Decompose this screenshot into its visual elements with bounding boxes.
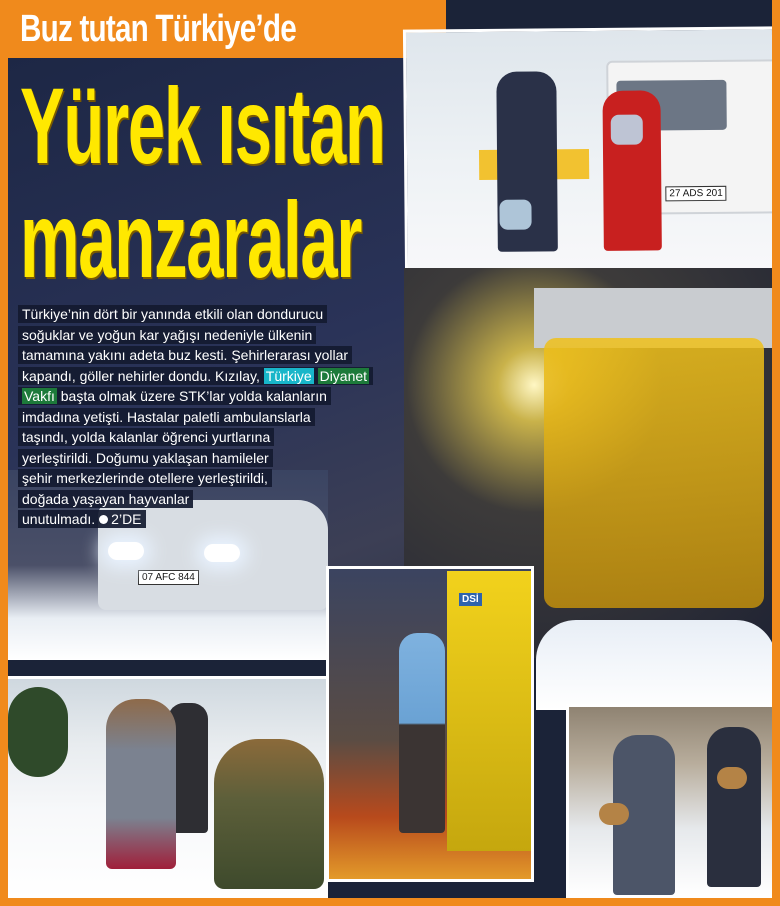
body-line bbox=[18, 387, 331, 405]
body-line: doğada yaşayan hayvanlar bbox=[18, 490, 193, 508]
puppy bbox=[599, 803, 629, 825]
puppy bbox=[717, 767, 747, 789]
highlight-turkiye: Türkiye bbox=[265, 367, 312, 384]
body-line: yerleştirildi. Doğumu yaklaşan hamileler bbox=[18, 449, 273, 467]
body-line bbox=[18, 367, 373, 385]
snow-pile bbox=[536, 620, 776, 710]
dsi-logo: DSİ bbox=[459, 593, 482, 606]
food-bag bbox=[611, 115, 643, 145]
photo-rescued-animals bbox=[566, 704, 776, 898]
boy-figure bbox=[214, 739, 324, 889]
headline-line-2: manzaralar bbox=[20, 179, 362, 300]
photo-children-snow bbox=[8, 676, 328, 898]
headline-line-1: Yürek ısıtan bbox=[20, 65, 385, 186]
page-reference[interactable]: 2’DE bbox=[111, 511, 142, 527]
body-line: şehir merkezlerinde otellere yerleştirildi, bbox=[18, 469, 272, 487]
worker-blue-vest bbox=[399, 633, 445, 833]
car-plate: 07 AFC 844 bbox=[138, 570, 199, 585]
yellow-loader bbox=[544, 338, 764, 608]
body-line: Türkiye’nin dört bir yanında etkili olan dondurucu bbox=[18, 305, 327, 323]
body-line: imdadına yetişti. Hastalar paletli ambulanslarla bbox=[18, 408, 315, 426]
body-line-text: başta olmak üzere STK’lar yolda kalanların bbox=[60, 388, 327, 404]
food-bag bbox=[499, 200, 531, 230]
article-body bbox=[18, 304, 408, 530]
body-line: soğuklar ve yoğun kar yağışı nedeniyle ülkenin bbox=[18, 326, 316, 344]
tree bbox=[8, 687, 68, 777]
body-line: taşındı, yolda kalanlar öğrenci yurtlarına bbox=[18, 428, 274, 446]
kicker-text: Buz tutan Türkiye’de bbox=[20, 7, 296, 50]
body-line-text: kapandı, göller nehirler dondu. Kızılay, bbox=[22, 367, 260, 384]
yellow-truck bbox=[447, 571, 533, 851]
highlight-diyanet: Diyanet bbox=[319, 367, 368, 384]
body-line-text: unutulmadı. bbox=[22, 511, 96, 527]
highlight-vakfi: Vakfı bbox=[24, 388, 55, 404]
photo-dsi-truck bbox=[326, 566, 534, 882]
truck-plate: 27 ADS 201 bbox=[665, 186, 727, 202]
bullet-icon bbox=[99, 515, 108, 524]
photo-aid-delivery bbox=[403, 26, 777, 277]
body-line: tamamına yakını adeta buz kesti. Şehirlerarası yollar bbox=[18, 346, 352, 364]
headlight bbox=[204, 544, 240, 562]
girl-figure bbox=[106, 699, 176, 869]
headlight bbox=[108, 542, 144, 560]
body-line bbox=[18, 510, 146, 528]
kicker-banner bbox=[8, 0, 446, 58]
man-holding-puppy bbox=[707, 727, 761, 887]
